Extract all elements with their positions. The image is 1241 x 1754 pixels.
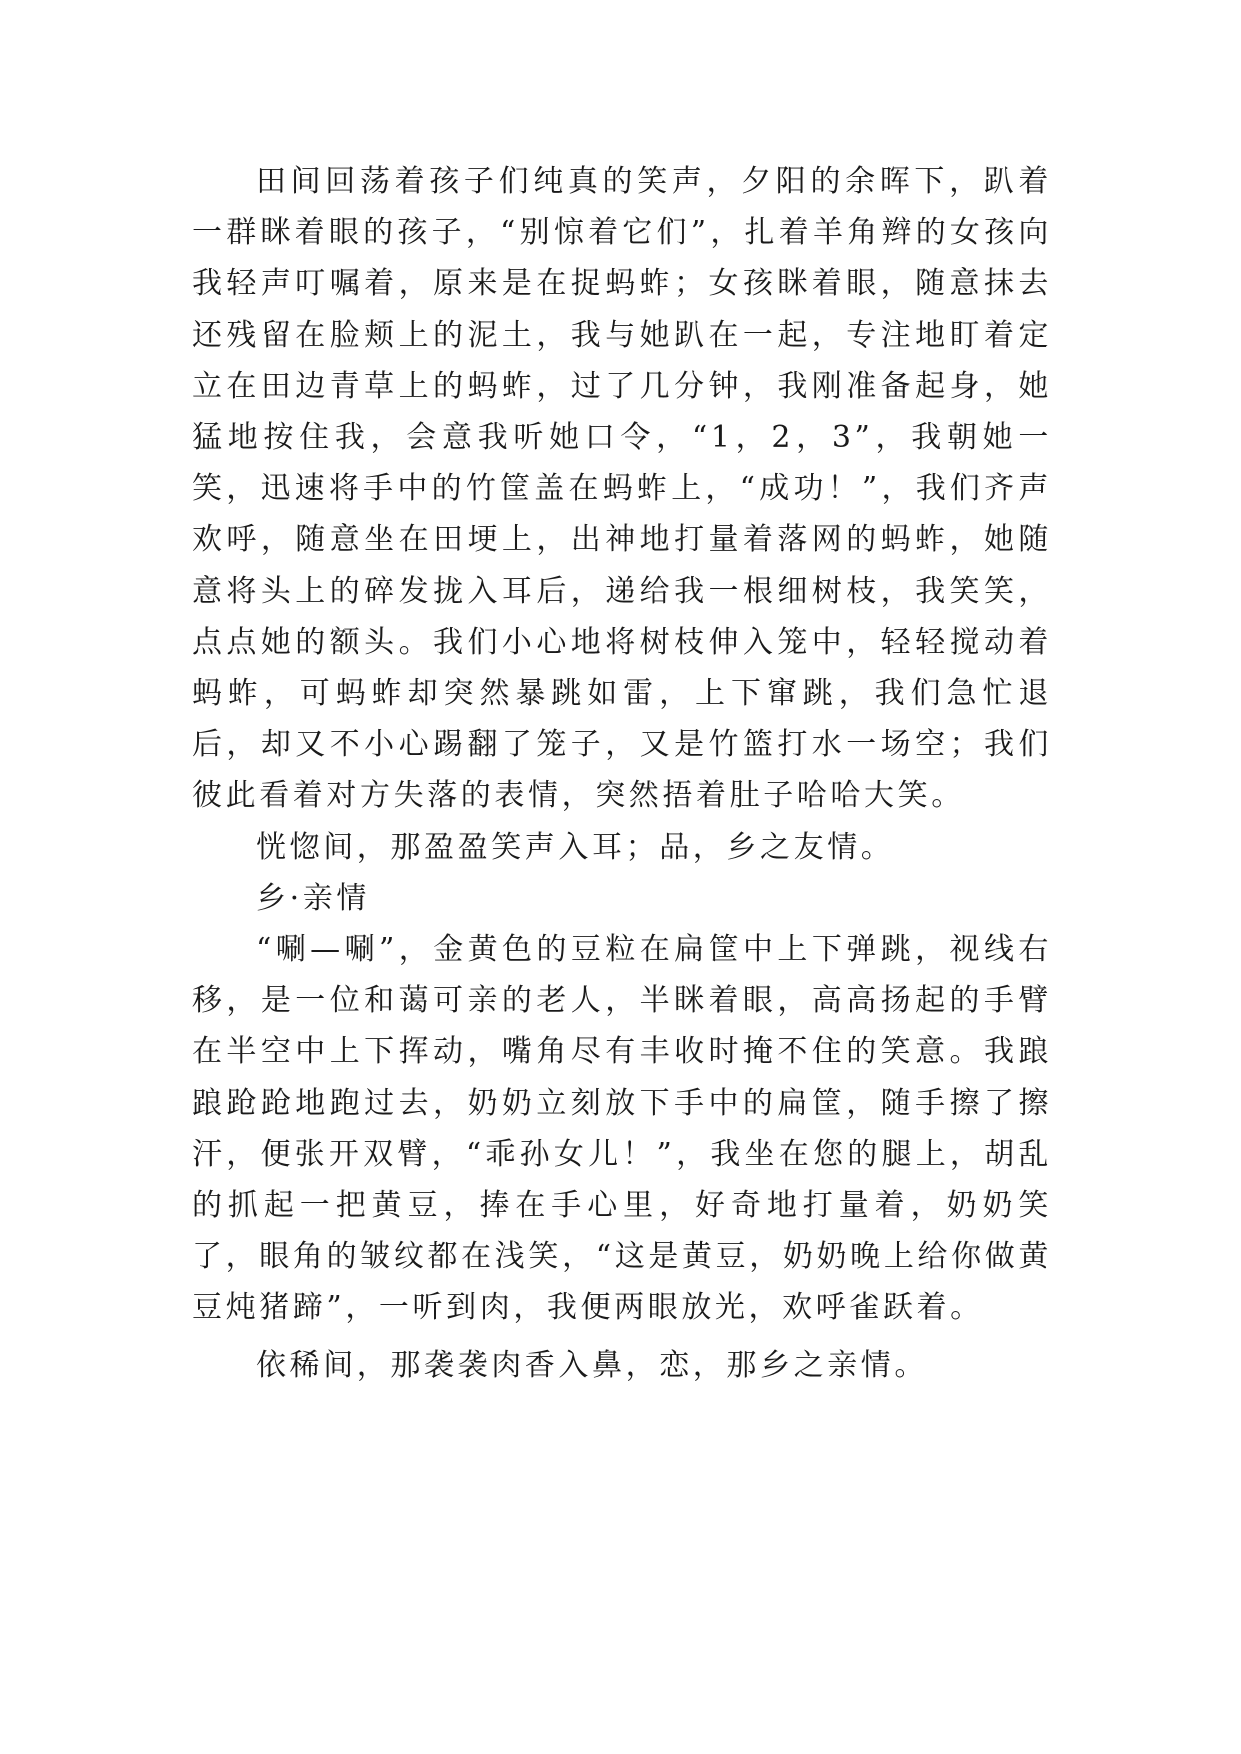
paragraph-friendship-summary: 恍惚间，那盈盈笑声入耳；品，乡之友情。 <box>256 829 895 865</box>
document-page <box>192 156 1052 1391</box>
paragraph-family-summary: 依稀间，那袭袭肉香入鼻，恋，那乡之亲情。 <box>256 1347 928 1383</box>
section-heading-family: 乡·亲情 <box>256 880 370 916</box>
paragraph-family-story: “唰—唰”，金黄色的豆粒在扁筐中上下弹跳，视线右移，是一位和蔼可亲的老人，半眯着眼，高高扬起的手臂在半空中上下挥动，嘴角尽有丰收时掩不住的笑意。我踉踉跄跄地跑过去，奶奶立刻放下手中的扁筐，随手擦了擦汗，便张开双臂，“乖孙女儿！”，我坐在您的腿上，胡乱的抓起一把黄豆，捧在手心里，好奇地打量着，奶奶笑了，眼角的皱纹都在浅笑，“这是黄豆，奶奶晚上给你做黄豆炖猪蹄”，一听到肉，我便两眼放光，欢呼雀跃着。 <box>192 932 1052 1326</box>
paragraph-friendship-story: 田间回荡着孩子们纯真的笑声，夕阳的余晖下，趴着一群眯着眼的孩子，“别惊着它们”，扎着羊角辫的女孩向我轻声叮嘱着，原来是在捉蚂蚱；女孩眯着眼，随意抹去还残留在脸颊上的泥土，我与她趴在一起，专注地盯着定立在田边青草上的蚂蚱，过了几分钟，我刚准备起身，她猛地按住我，会意我听她口令，“1，2，3”，我朝她一笑，迅速将手中的竹筐盖在蚂蚱上，“成功！”，我们齐声欢呼，随意坐在田埂上，出神地打量着落网的蚂蚱，她随意将头上的碎发拢入耳后，递给我一根细树枝，我笑笑，点点她的额头。我们小心地将树枝伸入笼中，轻轻搅动着蚂蚱，可蚂蚱却突然暴跳如雷，上下窜跳，我们急忙退后，却又不小心踢翻了笼子，又是竹篮打水一场空；我们彼此看着对方失落的表情，突然捂着肚子哈哈大笑。 <box>192 164 1052 814</box>
